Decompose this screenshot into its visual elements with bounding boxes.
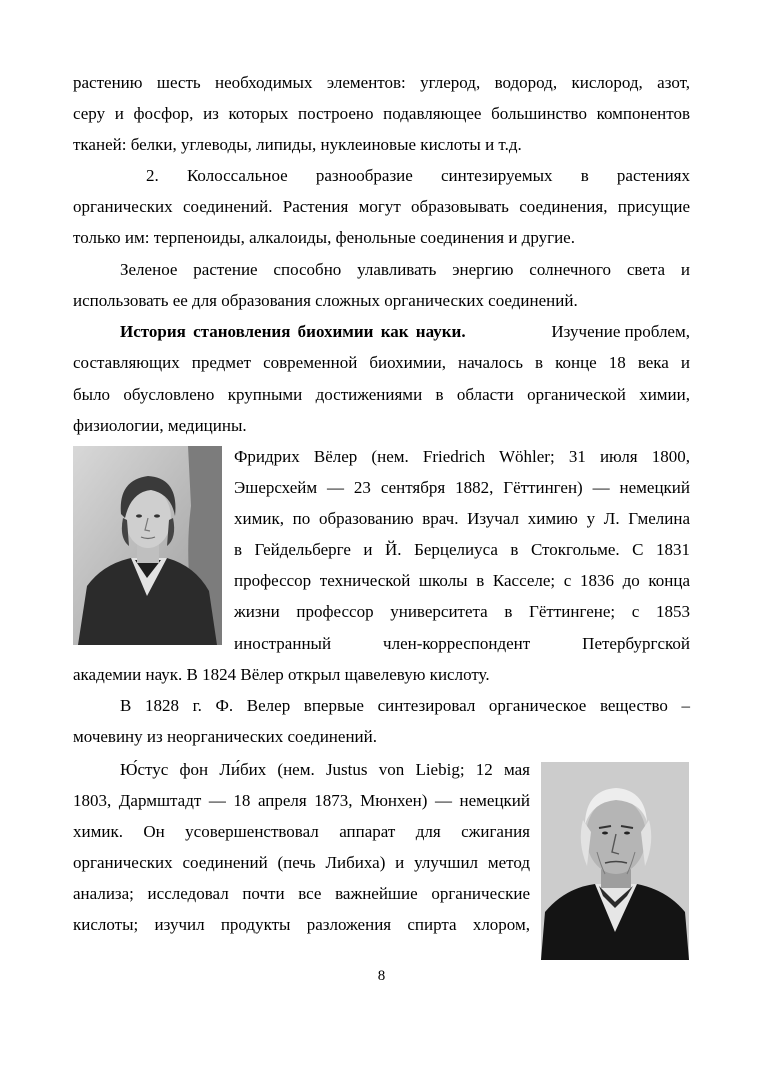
text-line: Эшерсхейм — 23 сентября 1882, Гёттинген) — немецкий bbox=[234, 478, 690, 497]
text-line: использовать ее для образования сложных органических соединений. bbox=[73, 291, 578, 310]
text-line: В 1828 г. Ф. Велер впервые синтезировал органическое вещество – bbox=[120, 696, 690, 715]
text-line: жизни профессор университета в Гёттингене; с 1853 bbox=[234, 602, 690, 621]
text-line: профессор технической школы в Касселе; с 1836 до конца bbox=[234, 571, 690, 590]
text-line: Ю́стус фон Ли́бих (нем. Justus von Liebig; 12 мая bbox=[120, 760, 530, 779]
text-line: тканей: белки, углеводы, липиды, нуклеиновые кислоты и т.д. bbox=[73, 135, 522, 154]
liebig-portrait bbox=[541, 762, 689, 960]
text-line: мочевину из неорганических соединений. bbox=[73, 727, 377, 746]
text-line: Зеленое растение способно улавливать энергию солнечного света и bbox=[120, 260, 690, 279]
text-line: химик. Он усовершенствовал аппарат для сжигания bbox=[73, 822, 530, 841]
wohler-portrait bbox=[73, 446, 222, 645]
text-line: химик, по образованию врач. Изучал химию у Л. Гмелина bbox=[234, 509, 690, 528]
text-line: иностранный член-корреспондент Петербургской bbox=[234, 634, 690, 653]
text-line: 2. Колоссальное разнообразие синтезируемых в растениях bbox=[146, 166, 690, 185]
heading-bold: История становления биохимии как науки. bbox=[120, 322, 466, 341]
text-line: академии наук. В 1824 Вёлер открыл щавелевую кислоту. bbox=[73, 665, 490, 684]
text-line: в Гейдельберге и Й. Берцелиуса в Стокгольме. С 1831 bbox=[234, 540, 690, 559]
text-line: Фридрих Вёлер (нем. Friedrich Wöhler; 31 июля 1800, bbox=[234, 447, 690, 466]
section-heading bbox=[120, 322, 466, 342]
text-line: было обусловлено крупными достижениями в области органической химии, bbox=[73, 385, 690, 404]
page-number: 8 bbox=[377, 968, 386, 984]
text-line: Изучение проблем, bbox=[551, 322, 690, 341]
text-line: органических соединений. Растения могут образовывать соединения, присущие bbox=[73, 197, 690, 216]
text-line: органических соединений (печь Либиха) и улучшил метод bbox=[73, 853, 530, 872]
text-line: кислоты; изучил продукты разложения спирта хлором, bbox=[73, 915, 530, 934]
text-line: физиологии, медицины. bbox=[73, 416, 247, 435]
text-line: серу и фосфор, из которых построено подавляющее большинство компонентов bbox=[73, 104, 690, 123]
text-line: 1803, Дармштадт — 18 апреля 1873, Мюнхен) — немецкий bbox=[73, 791, 530, 810]
text-line: только им: терпеноиды, алкалоиды, фенольные соединения и другие. bbox=[73, 228, 575, 247]
text-line: составляющих предмет современной биохимии, началось в конце 18 века и bbox=[73, 353, 690, 372]
text-line: анализа; исследовал почти все важнейшие органические bbox=[73, 884, 530, 903]
text-line: растению шесть необходимых элементов: углерод, водород, кислород, азот, bbox=[73, 73, 690, 92]
